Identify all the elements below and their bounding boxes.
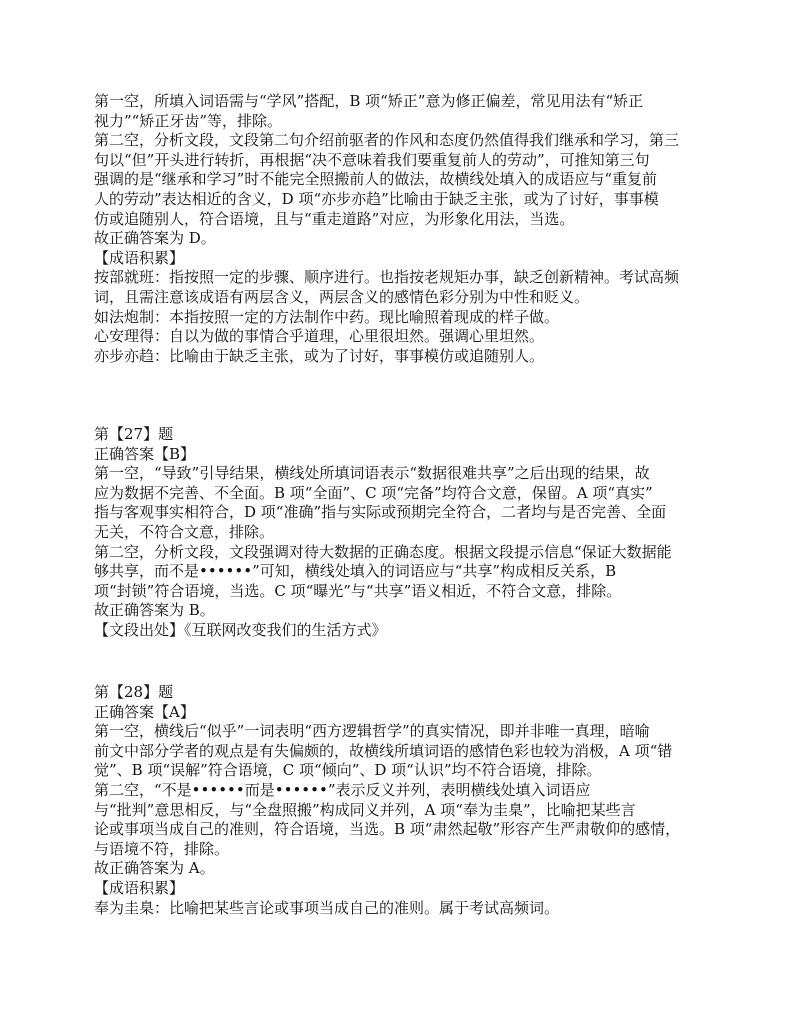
text-line: 【成语积累】 <box>94 878 185 897</box>
text-line: 论或事项当成自己的准则，符合语境，当选。B 项“肃然起敬”形容产生严肃敬仰的感情， <box>94 820 681 839</box>
text-line: 故正确答案为 A。 <box>94 859 215 878</box>
text-line: 第二空，“不是••••••而是••••••”表示反义并列，表明横线处填入词语应 <box>94 780 591 799</box>
text-line: 第二空，分析文段，文段强调对待大数据的正确态度。根据文段提示信息“保证大数据能 <box>94 542 672 561</box>
text-line: 如法炮制：本指按照一定的方法制作中药。现比喻照着现成的样子做。 <box>94 307 560 326</box>
text-line: 正确答案【A】 <box>94 702 195 721</box>
question-27-explanation <box>94 425 714 641</box>
text-line: 第一空，“导致”引导结果，横线处所填词语表示“数据很难共享”之后出现的结果，故 <box>94 464 650 483</box>
text-line: 指与客观事实相符合，D 项“准确”指与实际或预期完全符合，二者均与是否完善、全面 <box>94 503 667 522</box>
text-line: 够共享，而不是••••••”可知，横线处填入的词语应与“共享”构成相反关系，B <box>94 562 617 581</box>
text-line: 人的劳动”表达相近的含义，D 项“亦步亦趋”比喻由于缺乏主张，或为了讨好，事事模 <box>94 189 659 208</box>
text-line: 第一空，横线后“似乎”一词表明“西方逻辑哲学”的真实情况，即并非唯一真理，暗喻 <box>94 722 650 741</box>
text-line: 句以“但”开头进行转折，再根据“决不意味着我们要重复前人的劳动”，可推知第三句 <box>94 150 650 169</box>
text-line: 【成语积累】 <box>94 248 185 267</box>
text-line: 第一空，所填入词语需与“学风”搭配，B 项“矫正”意为修正偏差，常见用法有“矫正 <box>94 92 644 110</box>
text-line: 与语境不符，排除。 <box>94 839 230 858</box>
text-line: 视力”“矫正牙齿”等，排除。 <box>94 111 283 130</box>
text-line: 【文段出处】《互联网改变我们的生活方式》 <box>94 620 387 639</box>
text-line: 奉为圭臬：比喻把某些言论或事项当成自己的准则。属于考试高频词。 <box>94 898 560 917</box>
text-line: 词，且需注意该成语有两层含义，两层含义的感情色彩分别为中性和贬义。 <box>94 287 590 306</box>
question-28-explanation <box>94 683 714 918</box>
question-26-explanation <box>94 92 714 366</box>
text-line: 第二空，分析文段，文段第二句介绍前驱者的作风和态度仍然值得我们继承和学习，第三 <box>94 131 680 150</box>
text-line: 按部就班：指按照一定的步骤、顺序进行。也指按老规矩办事，缺乏创新精神。考试高频 <box>94 268 680 287</box>
text-line: 仿或追随别人，符合语境，且与“重走道路”对应，为形象化用法，当选。 <box>94 209 575 228</box>
text-line: 应为数据不完善、不全面。B 项“全面”、C 项“完备”均符合文意，保留。A 项“真实” <box>94 483 653 502</box>
text-line: 与“批判”意思相反，与“全盘照搬”构成同义并列，A 项“奉为圭臬”，比喻把某些言 <box>94 800 636 819</box>
text-line: 项“封锁”符合语境，当选。C 项“曝光”与“共享”语义相近，不符合文意，排除。 <box>94 581 622 600</box>
text-line: 第【28】题 <box>94 683 174 701</box>
text-line: 故正确答案为 B。 <box>94 601 215 620</box>
text-line: 前文中部分学者的观点是有失偏颇的，故横线所填词语的感情色彩也较为消极，A 项“错 <box>94 741 673 760</box>
text-line: 无关，不符合文意，排除。 <box>94 522 275 541</box>
text-line: 正确答案【B】 <box>94 444 196 463</box>
text-line: 故正确答案为 D。 <box>94 229 216 248</box>
text-line: 第【27】题 <box>94 425 174 443</box>
text-line: 心安理得：自以为做的事情合乎道理，心里很坦然。强调心里坦然。 <box>94 327 545 346</box>
text-line: 强调的是“继承和学习”时不能完全照搬前人的做法，故横线处填入的成语应与“重复前 <box>94 170 658 189</box>
text-line: 觉”、B 项“误解”符合语境，C 项“倾向”、D 项“认识”均不符合语境，排除。 <box>94 761 602 780</box>
text-line: 亦步亦趋：比喻由于缺乏主张，或为了讨好，事事模仿或追随别人。 <box>94 346 545 365</box>
